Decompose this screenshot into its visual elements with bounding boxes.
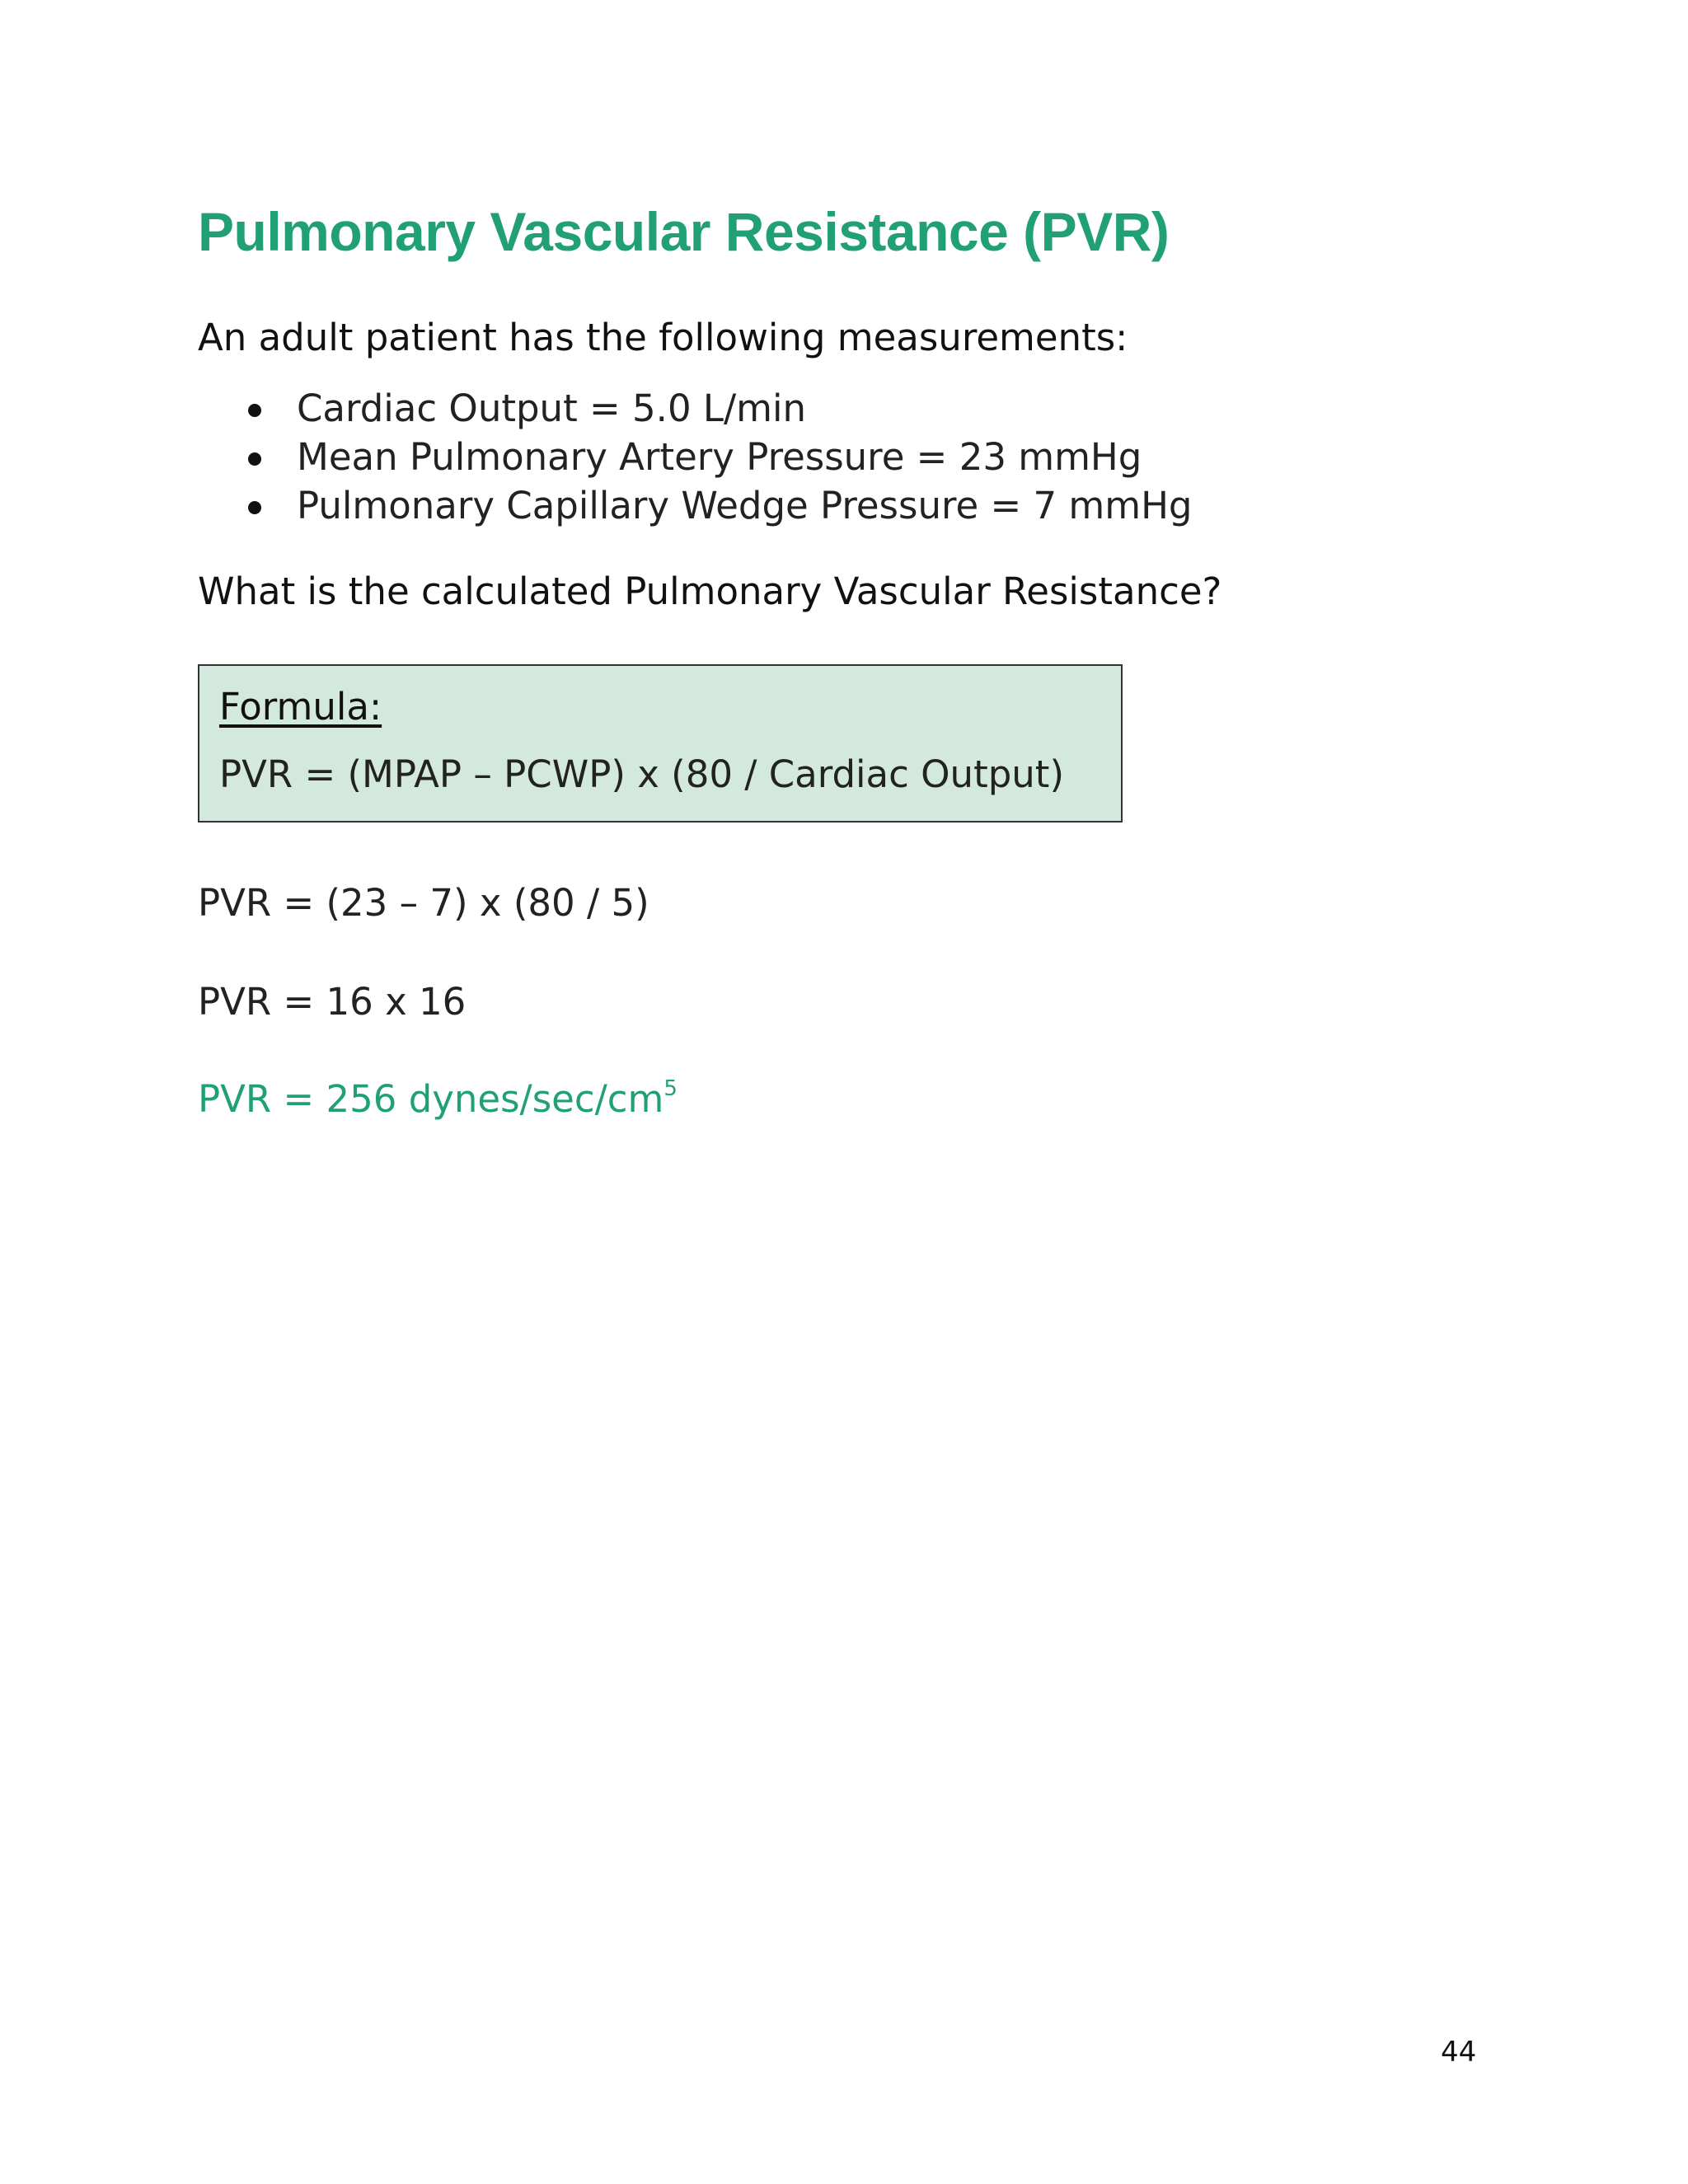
result-text — [198, 1073, 678, 1126]
formula-text: PVR = (MPAP – PCWP) x (80 / Cardiac Output) — [219, 752, 1065, 796]
intro-text: An adult patient has the following measurements: — [198, 316, 1128, 359]
page-number: 44 — [1441, 2036, 1477, 2069]
list-item-text: Mean Pulmonary Artery Pressure = 23 mmHg — [297, 435, 1142, 479]
question-text: What is the calculated Pulmonary Vascular Resistance? — [198, 569, 1222, 613]
bullet-icon — [248, 501, 261, 514]
formula-box — [198, 664, 1123, 823]
result-superscript: 5 — [663, 1076, 678, 1101]
bullet-icon — [248, 452, 261, 466]
list-item-text: Cardiac Output = 5.0 L/min — [297, 387, 806, 430]
calculation-step-2: PVR = 16 x 16 — [198, 980, 467, 1024]
list-item-mpap — [198, 433, 1192, 481]
result-value: PVR = 256 dynes/sec/cm — [198, 1077, 664, 1121]
measurements-list — [198, 384, 1192, 530]
list-item-cardiac-output — [198, 384, 1192, 433]
page-title: Pulmonary Vascular Resistance (PVR) — [198, 201, 1170, 262]
calculation-step-1: PVR = (23 – 7) x (80 / 5) — [198, 881, 649, 925]
formula-heading: Formula: — [219, 685, 382, 729]
list-item-pcwp — [198, 481, 1192, 530]
list-item-text: Pulmonary Capillary Wedge Pressure = 7 mmHg — [297, 484, 1193, 527]
bullet-icon — [248, 404, 261, 417]
